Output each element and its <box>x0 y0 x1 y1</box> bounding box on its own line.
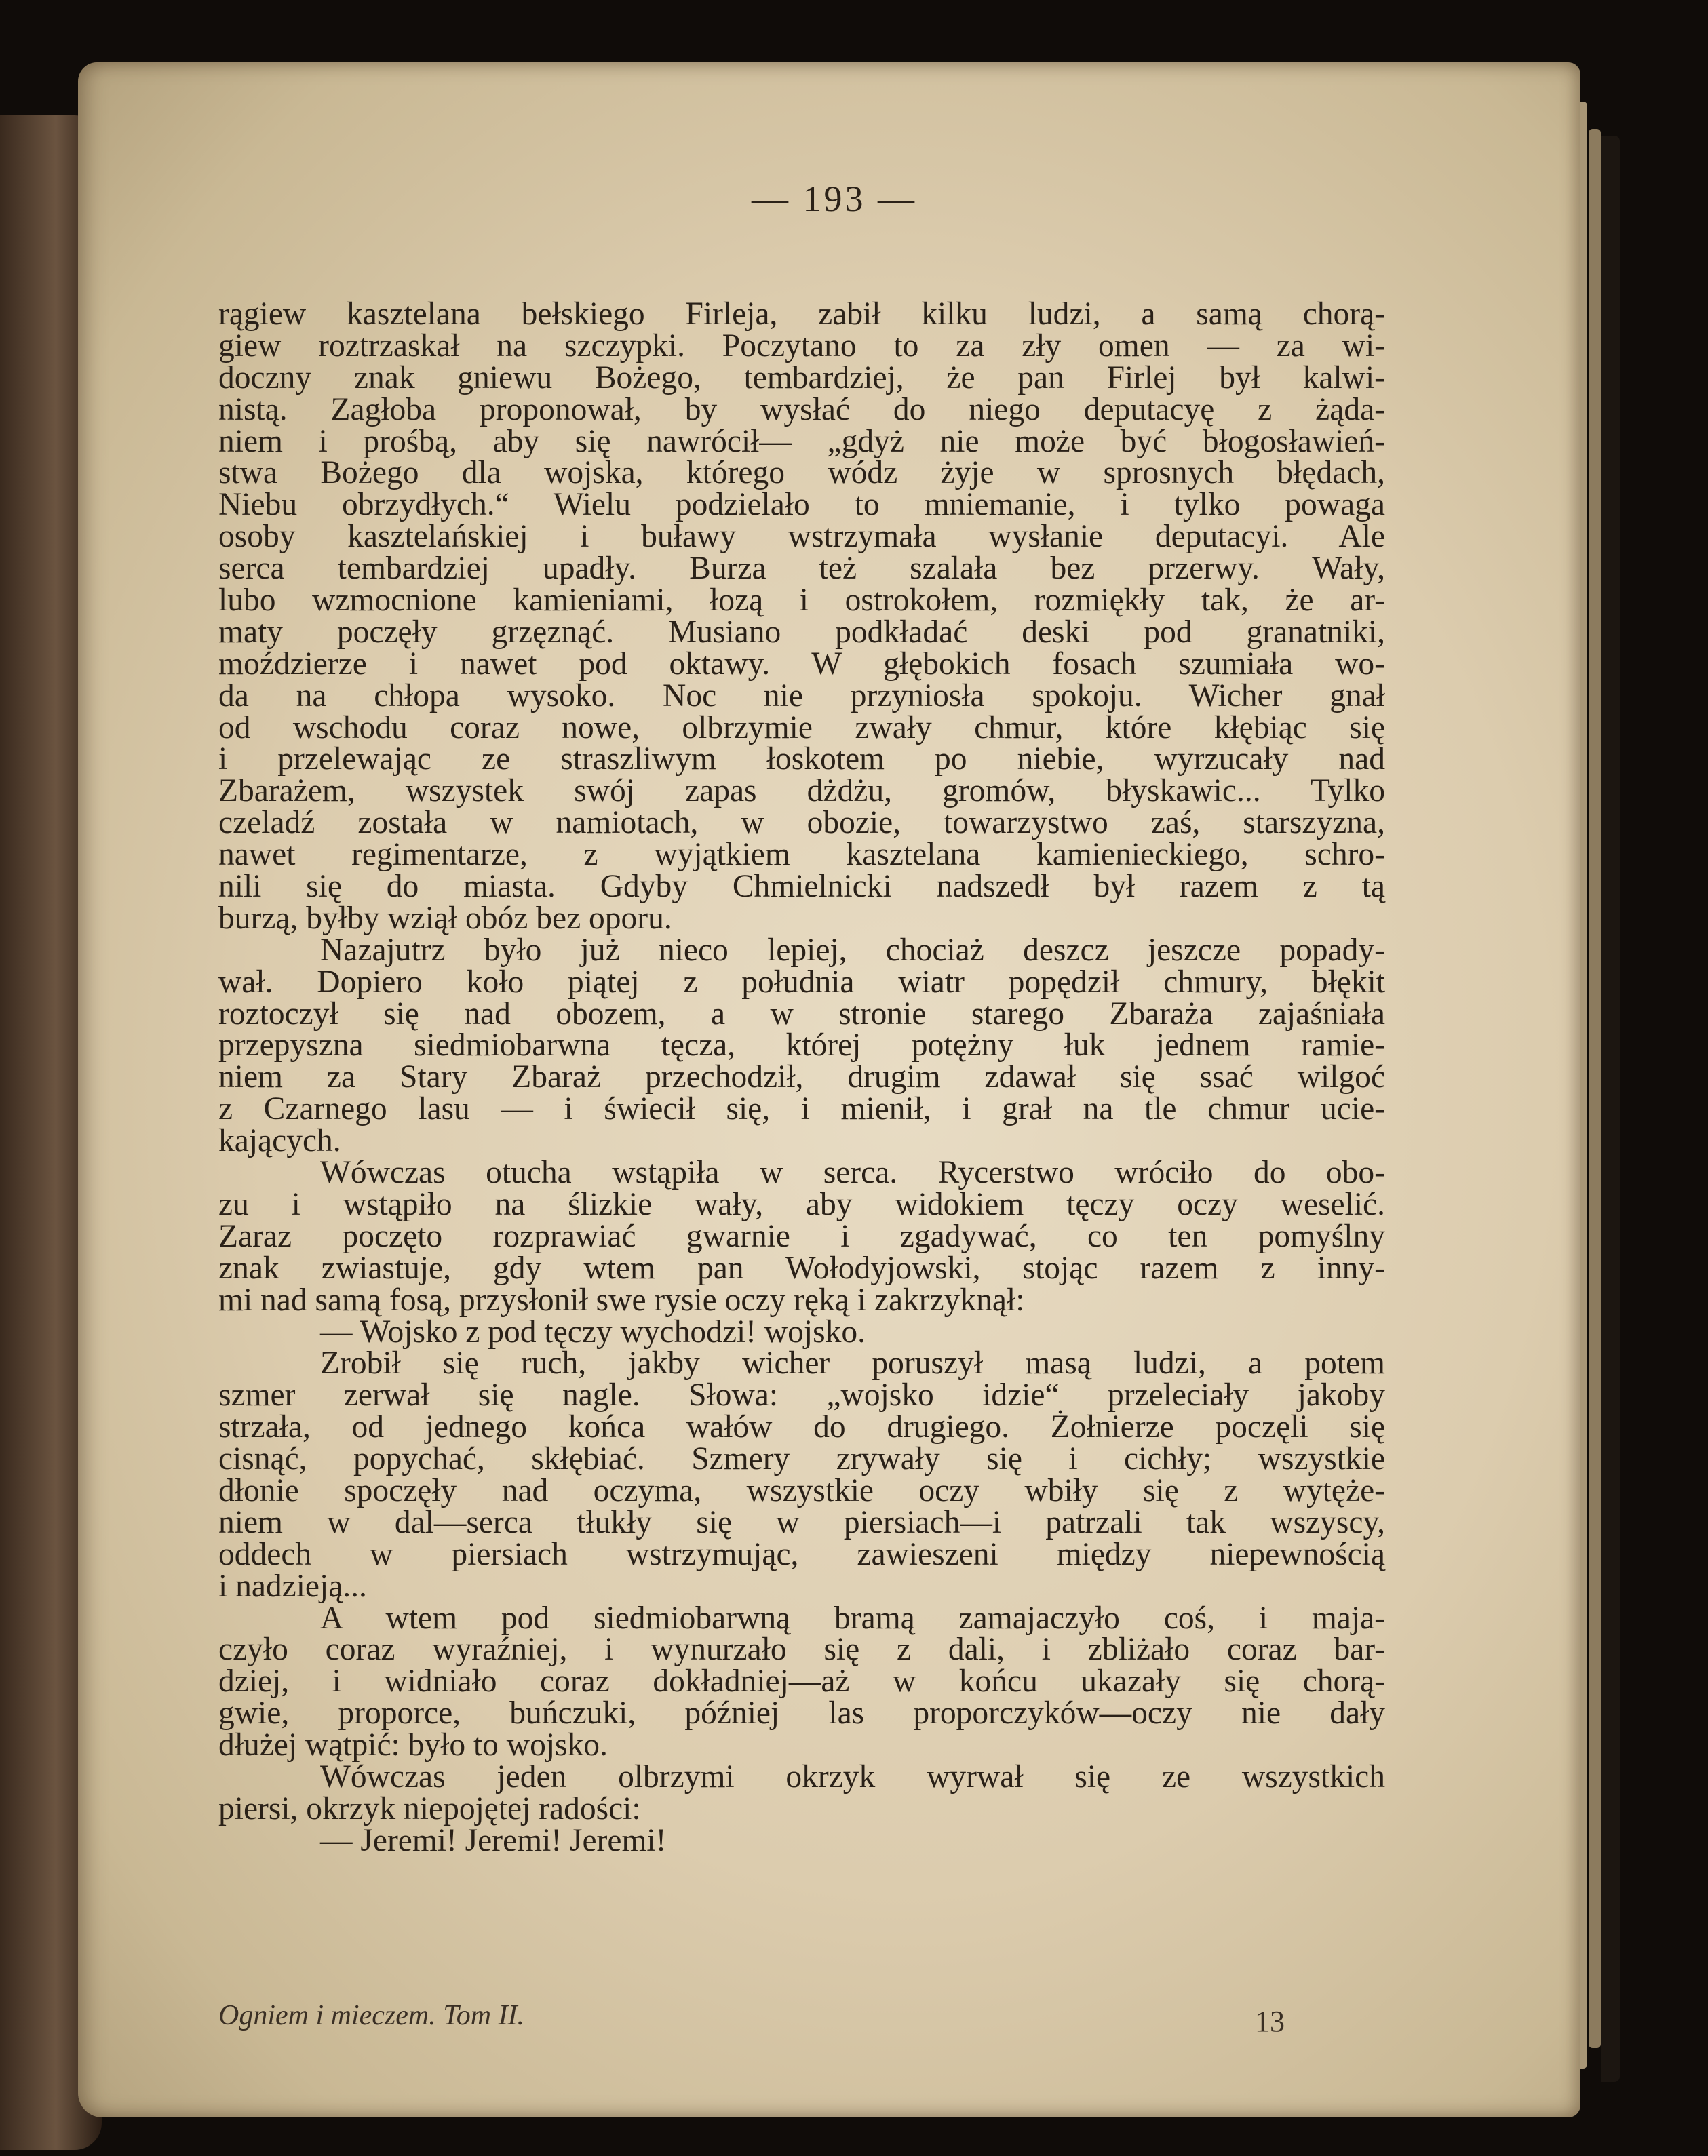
text-line: piersi, okrzyk niepojętej radości: <box>218 1790 641 1826</box>
text-line: wał. Dopiero koło piątej z południa wiatr popędził chmury, błękit <box>218 964 1385 1000</box>
body-text <box>218 298 1385 1857</box>
text-line: Wówczas otucha wstąpiła w serca. Rycerstwo wróciło do obo- <box>320 1155 1385 1191</box>
text-line: strzała, od jednego końca wałów do drugiego. Żołnierze poczęli się <box>218 1409 1385 1445</box>
text-line: niem za Stary Zbaraż przechodził, drugim zdawał się ssać wilgoć <box>218 1059 1385 1095</box>
text-line: zu i wstąpiło na ślizkie wały, aby widokiem tęczy oczy weselić. <box>218 1186 1385 1222</box>
page-stack-edge <box>1589 129 1601 2048</box>
text-line: cisnąć, popychać, skłębiać. Szmery zrywały się i cichły; wszystkie <box>218 1441 1385 1477</box>
text-line: z Czarnego lasu — i świecił się, i mienił, i grał na tle chmur ucie- <box>218 1091 1385 1127</box>
text-line: nili się do miasta. Gdyby Chmielnicki nadszedł był razem z tą <box>218 869 1385 905</box>
text-line: mi nad samą fosą, przysłonił swe rysie oczy ręką i zakrzyknął: <box>218 1282 1025 1318</box>
text-line: Niebu obrzydłych.“ Wielu podzielało to mniemanie, i tylko powaga <box>218 487 1385 523</box>
text-line: — Wojsko z pod tęczy wychodzi! wojsko. <box>320 1314 866 1350</box>
text-line: Wówczas jeden olbrzymi okrzyk wyrwał się ze wszystkich <box>320 1759 1385 1795</box>
text-line: Nazajutrz było już nieco lepiej, chociaż deszcz jeszcze popady- <box>320 932 1385 968</box>
text-line: Zaraz poczęto rozprawiać gwarnie i zgadywać, co ten pomyślny <box>218 1218 1385 1254</box>
text-line: kających. <box>218 1123 341 1159</box>
text-line: oddech w piersiach wstrzymując, zawieszeni między niepewnością <box>218 1536 1385 1572</box>
signature-mark: 13 <box>1255 2005 1285 2038</box>
text-line: stwa Bożego dla wojska, którego wódz żyje w sprosnych błędach, <box>218 455 1385 491</box>
page-number: — 193 — <box>752 178 917 219</box>
text-line: nawet regimentarze, z wyjątkiem kasztelana kamienieckiego, schro- <box>218 837 1385 873</box>
text-line: giew roztrzaskał na szczypki. Poczytano to za zły omen — za wi- <box>218 328 1385 364</box>
text-line: maty poczęły grzęznąć. Musiano podkładać deski pod granatniki, <box>218 614 1385 650</box>
text-line: Zrobił się ruch, jakby wicher poruszył masą ludzi, a potem <box>320 1346 1385 1381</box>
text-line: czyło coraz wyraźniej, i wynurzało się z dali, i zbliżało coraz bar- <box>218 1632 1385 1668</box>
text-line: znak zwiastuje, gdy wtem pan Wołodyjowski, stojąc razem z inny- <box>218 1250 1385 1286</box>
text-line: lubo wzmocnione kamieniami, łozą i ostrokołem, rozmiękły tak, że ar- <box>218 583 1385 619</box>
text-line: dłonie spoczęły nad oczyma, wszystkie oczy wbiły się z wytęże- <box>218 1472 1385 1508</box>
text-line: da na chłopa wysoko. Noc nie przyniosła spokoju. Wicher gnał <box>218 678 1385 713</box>
footer-title: Ogniem i mieczem. Tom II. <box>218 2000 525 2031</box>
text-line: przepyszna siedmiobarwna tęcza, której potężny łuk jednem ramie- <box>218 1027 1385 1063</box>
text-line: — Jeremi! Jeremi! Jeremi! <box>320 1822 667 1858</box>
text-line: i przelewając ze straszliwym łoskotem po niebie, wyrzucały nad <box>218 741 1385 777</box>
text-line: niem w dal—serca tłukły się w piersiach—i patrzali tak wszyscy, <box>218 1504 1385 1540</box>
text-line: od wschodu coraz nowe, olbrzymie zwały chmur, które kłębiąc się <box>218 709 1385 745</box>
text-line: A wtem pod siedmiobarwną bramą zamajaczyło coś, i maja- <box>320 1600 1385 1636</box>
text-line: doczny znak gniewu Bożego, tembardziej, że pan Firlej był kalwi- <box>218 359 1385 395</box>
text-line: Zbarażem, wszystek swój zapas dżdżu, gromów, błyskawic... Tylko <box>218 773 1385 809</box>
text-line: osoby kasztelańskiej i buławy wstrzymała wysłanie deputacyi. Ale <box>218 519 1385 555</box>
text-line: dłużej wątpić: było to wojsko. <box>218 1727 608 1763</box>
text-line: gwie, proporce, buńczuki, później las proporczyków—oczy nie dały <box>218 1696 1385 1731</box>
text-line: nistą. Zagłoba proponował, by wysłać do niego deputacyę z żąda- <box>218 391 1385 427</box>
text-line: czeladź została w namiotach, w obozie, towarzystwo zaś, starszyzna, <box>218 805 1385 841</box>
text-line: moździerze i nawet pod oktawy. W głębokich fosach szumiała wo- <box>218 646 1385 682</box>
text-line: niem i prośbą, aby się nawrócił— „gdyż nie może być błogosławień- <box>218 423 1385 459</box>
text-line: burzą, byłby wziął obóz bez oporu. <box>218 900 672 936</box>
text-line: dziej, i widniało coraz dokładniej—aż w końcu ukazały się chorą- <box>218 1664 1385 1700</box>
text-line: rągiew kasztelana bełskiego Firleja, zabił kilku ludzi, a samą chorą- <box>218 296 1385 332</box>
book-cover-edge <box>1601 136 1620 2082</box>
text-line: roztoczył się nad obozem, a w stronie starego Zbaraża zajaśniała <box>218 996 1385 1032</box>
text-line: i nadzieją... <box>218 1568 367 1604</box>
text-line: serca tembardziej upadły. Burza też szalała bez przerwy. Wały, <box>218 551 1385 587</box>
text-line: szmer zerwał się nagle. Słowa: „wojsko idzie“ przeleciały jakoby <box>218 1377 1385 1413</box>
